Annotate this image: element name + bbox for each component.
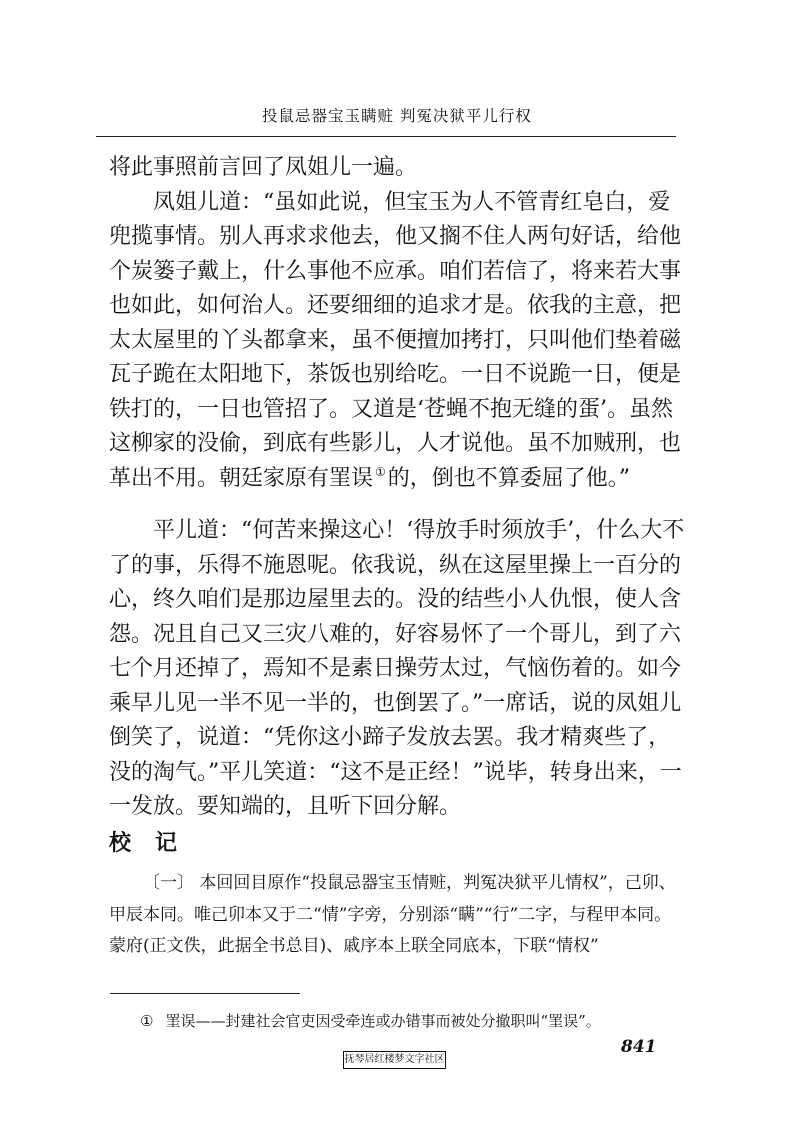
footnote-text: 罣误——封建社会官吏因受牵连或办错事而被处分撤职叫“罣误”。	[165, 1012, 601, 1030]
running-head-title: 投鼠忌器宝玉瞒赃 判冤决狱平儿行权	[262, 107, 532, 125]
footnote-rule	[110, 993, 300, 994]
footnote-number: ①	[140, 1012, 154, 1030]
paragraph-2-text: 凤姐儿道：“虽如此说，但宝玉为人不管青红皂白，爱兜揽事情。别人再求求他去，他又搁不住人两句好话，给他个炭篓子戴上，什么事他不应承。咱们若信了，将来若大事也如此，如何治人。还要细细的追求才是。依我的主意，把太太屋里的丫头都拿来，虽不便擅加拷打，只叫他们垫着磁瓦子跪在太阳地下，茶饭也别给吃。一日不说跪一日，便是铁打的，一日也管招了。又道是‘苍蝇不抱无缝的蛋’。虽然这柳家的没偷，到底有些影儿，人才说他。虽不加贼刑，也革出不用。朝廷家原有罣误	[109, 189, 682, 491]
body-paragraph-1: 将此事照前言回了凤姐儿一遍。	[109, 155, 418, 180]
footnote	[140, 1010, 660, 1032]
collation-note-1: 〔一〕 本回回目原作“投鼠忌器宝玉情赃，判冤决狱平儿情权”，己卯、甲辰本同。唯己卯本又于二“情”字旁，分别添“瞒”“行”二字，与程甲本同。蒙府(正文佚，此据全书总目)、戚序本上联全同底本，下联“情权”	[109, 873, 676, 956]
page-number: 841	[621, 1037, 657, 1057]
watermark-stamp: 抚琴居红楼梦文字社区	[343, 1051, 446, 1069]
body-paragraph-3: 平儿道：“何苦来操这心！‘得放手时须放手’，什么大不了的事，乐得不施恩呢。依我说，纵在这屋里操上一百分的心，终久咱们是那边屋里去的。没的结些小人仇恨，使人含怨。况且自己又三灾八难的，好容易怀了一个哥儿，到了六七个月还掉了，焉知不是素日操劳太过，气恼伤着的。如今乘早儿见一半不见一半的，也倒罢了。”一席话，说的凤姐儿倒笑了，说道：“凭你这小蹄子发放去罢。我才精爽些了，没的淘气。”平儿笑道：“这不是正经！”说毕，转身出来，一一发放。要知端的，且听下回分解。	[109, 518, 685, 819]
header-rule	[96, 136, 676, 137]
body-paragraph-2	[109, 186, 689, 497]
footnote-marker: ①	[375, 465, 386, 480]
main-text	[109, 151, 689, 825]
collation-notes	[109, 868, 687, 963]
paragraph-2-tail: 的，倒也不算委屈了他。”	[387, 465, 631, 491]
collation-heading: 校记	[109, 831, 202, 856]
